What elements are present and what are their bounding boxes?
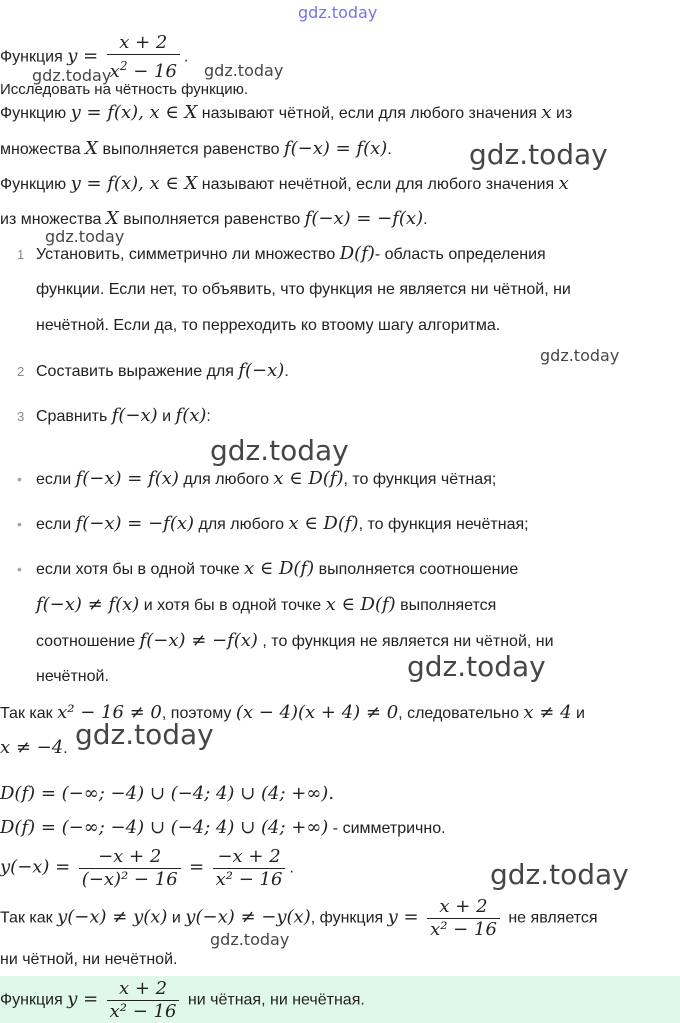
- bullet-odd: если f(−x) = −f(x) для любого x ∈ D(f), то функция нечётная;: [36, 513, 529, 534]
- bullet-neither-line2: f(−x) ≠ f(x) и хотя бы в одной точке x ∈ D(f) выполняется: [36, 594, 497, 615]
- watermark: gdz.today: [45, 227, 125, 246]
- step-number: 2: [17, 364, 25, 379]
- domain-line2: D(f) = (−∞; −4) ∪ (−4; 4) ∪ (4; +∞) - симметрично.: [0, 817, 446, 838]
- domain-line1: D(f) = (−∞; −4) ∪ (−4; 4) ∪ (4; +∞).: [0, 783, 335, 804]
- bullet-dot: •: [17, 516, 22, 532]
- answer-line: Функция y = $\frac{x + 2}{\text{x² − 16}}$ ни чётная, ни нечётная.: [0, 978, 365, 1022]
- compare-line2: ни чётной, ни нечётной.: [0, 951, 178, 968]
- bullet-neither-line1: если хотя бы в одной точке x ∈ D(f) выполняется соотношение: [36, 558, 519, 579]
- watermark: gdz.today: [298, 3, 378, 22]
- bullet-neither-line4: нечётной.: [36, 668, 109, 685]
- step-number: 1: [17, 247, 25, 262]
- step-1-line2: функции. Если нет, то объявить, что функция не является ни чётной, ни: [36, 281, 571, 298]
- watermark: gdz.today: [490, 858, 629, 891]
- y-neg-x-line: y(−x) = $\frac{-x + 2}{\text{(−x)² − 16}}$ = $\frac{-x + 2}{\text{x² − 16}}$ .: [0, 846, 294, 890]
- watermark: gdz.today: [210, 930, 290, 949]
- watermark: gdz.today: [204, 61, 284, 80]
- step-1-line1: Установить, симметрично ли множество D(f)- область определения: [36, 243, 546, 264]
- step-1-line3: нечётной. Если да, то перреходить ко втоому шагу алгоритма.: [36, 317, 501, 334]
- solution-line1: Так как x² − 16 ≠ 0, поэтому (x − 4)(x + 4) ≠ 0, следовательно x ≠ 4 и: [0, 702, 585, 723]
- step-2: Составить выражение для f(−x).: [36, 360, 289, 381]
- def-odd-line1: Функцию y = f(x), x ∈ X называют нечётной, если для любого значения x: [0, 173, 569, 194]
- step-number: 3: [17, 409, 25, 424]
- watermark: gdz.today: [75, 718, 214, 751]
- subtitle: Исследовать на чётность функцию.: [0, 81, 249, 98]
- def-odd-line2: из множества X выполняется равенство f(−x) = −f(x).: [0, 208, 428, 229]
- def-even-line1: Функцию y = f(x), x ∈ X называют чётной, если для любого значения x из: [0, 102, 573, 123]
- watermark: gdz.today: [407, 650, 546, 683]
- watermark: gdz.today: [540, 346, 620, 365]
- task-fraction: $\frac{x + 2}{x^2 - 16}$: [107, 32, 180, 83]
- watermark: gdz.today: [32, 66, 112, 85]
- def-even-line2: множества X выполняется равенство f(−x) = f(x).: [0, 138, 392, 159]
- bullet-neither-line3: соотношение f(−x) ≠ −f(x) , то функция не является ни чётной, ни: [36, 630, 554, 651]
- compare-line1: Так как y(−x) ≠ y(x) и y(−x) ≠ −y(x), функция y = $\frac{x + 2}{\text{x² − 16}}$ не является: [0, 896, 598, 940]
- step-3: Сравнить f(−x) и f(x):: [36, 405, 211, 426]
- task-line: Функция y = $\frac{x + 2}{x^2 - 16}$ .: [0, 32, 189, 82]
- bullet-dot: •: [17, 471, 22, 487]
- bullet-even: если f(−x) = f(x) для любого x ∈ D(f), то функция чётная;: [36, 468, 497, 489]
- watermark: gdz.today: [469, 138, 608, 171]
- watermark: gdz.today: [210, 434, 349, 467]
- bullet-dot: •: [17, 561, 22, 577]
- solution-line2: x ≠ −4.: [0, 737, 68, 758]
